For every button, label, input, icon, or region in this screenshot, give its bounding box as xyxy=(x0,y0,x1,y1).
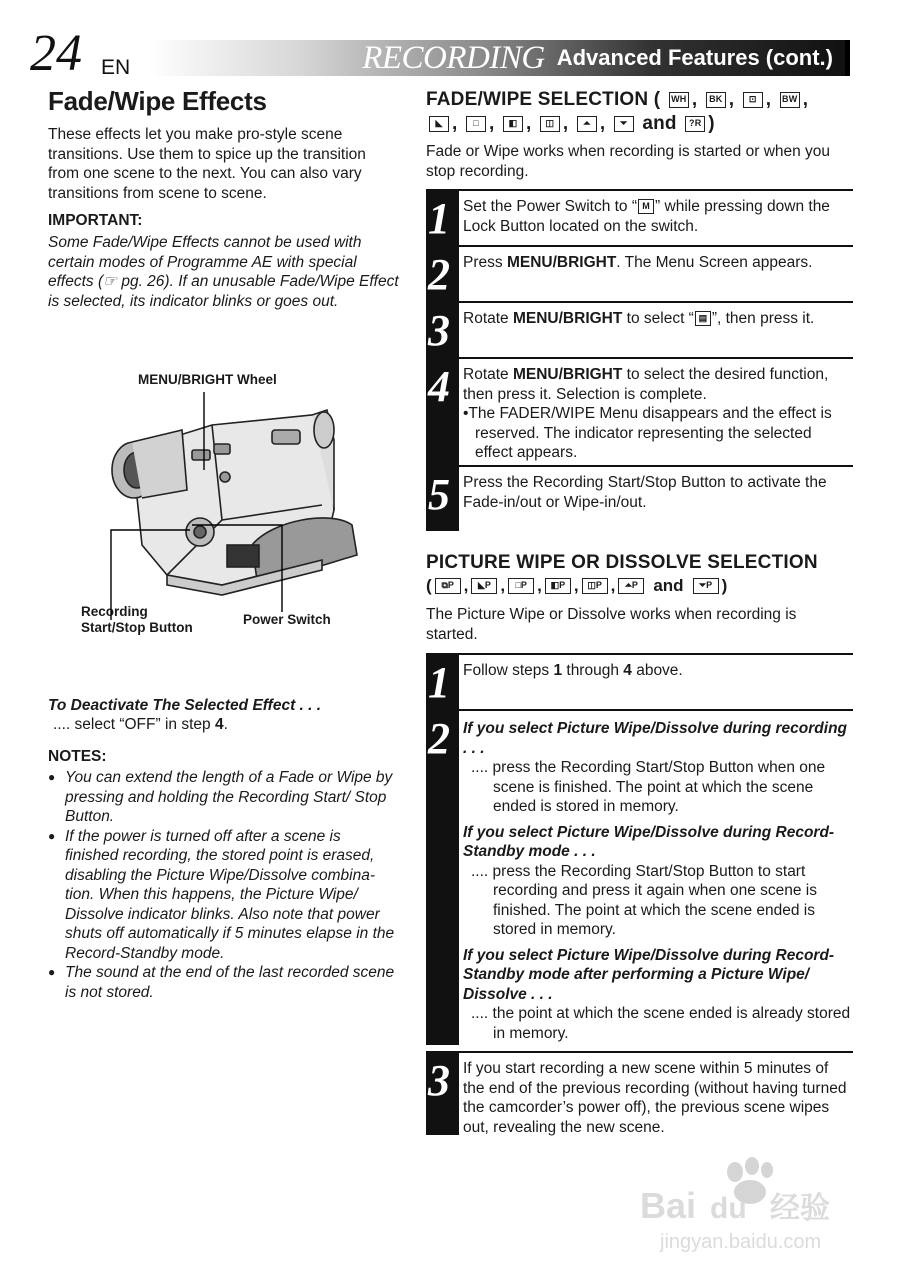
corner-wipe-icon: ◣ xyxy=(429,116,449,132)
wipe-white-icon: WH xyxy=(669,92,689,108)
dissolve-icon: ⧉P xyxy=(435,578,461,594)
wipe-black-icon: BK xyxy=(706,92,726,108)
slide-wipe-icon: ◧ xyxy=(503,116,523,132)
scroll-up-icon: ⏶ xyxy=(577,116,597,132)
fade-wipe-heading: FADE/WIPE SELECTION ( WH , BK , ⊡ , BW , xyxy=(426,89,809,110)
random-icon: ?R xyxy=(685,116,705,132)
picture-step-3: 3 If you start recording a new scene within 5 minutes of the end of the previous recording (without having turned the camcorder’s power off), the previous scene wipes out, revealing the new scene. xyxy=(426,1051,853,1135)
window-picture-icon: □P xyxy=(508,578,534,594)
scroll-picture-icon: ⏶P xyxy=(618,578,644,594)
svg-text:Bai: Bai xyxy=(640,1185,697,1226)
shutter-picture-icon: ⏷P xyxy=(693,578,719,594)
picture-wipe-description: The Picture Wipe or Dissolve works when recording is started. xyxy=(426,606,797,643)
fade-step-4: 4 Rotate MENU/BRIGHT to select the desired function, then press it. Selection is complete. •The FADER/WIPE Menu disappears and the effect is reserved. The indicator representing the selected effect appears. xyxy=(426,357,853,465)
fade-step-1: 1 Set the Power Switch to “ M ” while pressing down the Lock Button located on the switch. xyxy=(426,189,853,245)
page-title: Fade/Wipe Effects xyxy=(48,86,267,116)
picture-wipe-heading: PICTURE WIPE OR DISSOLVE SELECTION xyxy=(426,552,818,573)
camcorder-illustration xyxy=(72,330,402,640)
svg-text:du: du xyxy=(710,1192,747,1225)
slide-picture-icon: ◧P xyxy=(545,578,571,594)
label-power-switch: Power Switch xyxy=(243,612,331,627)
section-subtitle: Advanced Features (cont.) xyxy=(556,45,833,70)
deactivate-text: .... select “OFF” in step 4. xyxy=(53,716,228,733)
note-item: ● If the power is turned off after a scene is finished recording, the stored point is erased, disabling the Picture Wipe/Dissolve combina- tion. When this happens, the Picture Wipe/ Dissolve indicator blinks. Also note that power shuts off automatically if 5 minutes elapse in the Record-Standby mode. xyxy=(48,827,398,964)
language-code: EN xyxy=(101,56,131,79)
note-item: ● The sound at the end of the last recorded scene is not stored. xyxy=(48,963,398,1002)
svg-text:经验: 经验 xyxy=(770,1191,830,1226)
mosaic-icon: ⊡ xyxy=(743,92,763,108)
door-wipe-icon: ◫ xyxy=(540,116,560,132)
baidu-watermark xyxy=(640,1140,860,1260)
picture-step-2: 2 If you select Picture Wipe/Dissolve during recording . . . .... press the Recording Start/Stop Button when one scene is finished. The point at which the scene ended is stored in memory. If you select Picture Wipe/Dissolve during Record- Standby mode . . . .... press the Recording Start/Stop Button to start recording and press it again when one scene is finished. The point at which the scene ended is stored in memory. If you select Picture Wipe/Dissolve during Record- Standby mode after performing a Picture Wipe/ Dissolve . . . .... the point at which the scene ended is already stored in memory. xyxy=(426,709,853,1045)
notes-heading: NOTES: xyxy=(48,748,107,765)
important-text: Some Fade/Wipe Effects cannot be used with certain modes of Programme AE with special effects (☞ pg. 26). If an unusable Fade/Wipe Effect is selected, its indicator blinks or goes out. xyxy=(48,234,399,310)
shutter-icon: ⏷ xyxy=(614,116,634,132)
label-menu-bright-wheel: MENU/BRIGHT Wheel xyxy=(138,372,277,387)
manual-mode-icon: M xyxy=(638,199,654,214)
header-bar xyxy=(148,40,850,76)
important-heading: IMPORTANT: xyxy=(48,212,143,229)
fade-wipe-description: Fade or Wipe works when recording is started or when you stop recording. xyxy=(426,143,831,180)
notes-list xyxy=(48,768,398,1002)
intro-paragraph: These effects let you make pro-style scene transitions. Use them to spice up the transition from one scene to the next. You can also vary transitions from scene to scene. xyxy=(48,126,366,202)
black-white-icon: BW xyxy=(780,92,800,108)
fade-step-5: 5 Press the Recording Start/Stop Button to activate the Fade-in/out or Wipe-in/out. xyxy=(426,465,853,531)
corner-picture-icon: ◣P xyxy=(471,578,497,594)
section-title: RECORDING xyxy=(362,39,545,76)
door-picture-icon: ◫P xyxy=(582,578,608,594)
page-number: 24 xyxy=(30,25,82,82)
fader-menu-icon: ▤ xyxy=(695,311,711,326)
picture-step-1: 1 Follow steps 1 through 4 above. xyxy=(426,653,853,709)
window-wipe-icon: □ xyxy=(466,116,486,132)
picture-wipe-icons: ( ⧉P , ◣P , □P , ◧P , ◫P , ⏶P and ⏷P ) xyxy=(426,576,728,595)
deactivate-heading: To Deactivate The Selected Effect . . . xyxy=(48,697,322,714)
label-record-button: Recording Start/Stop Button xyxy=(81,604,193,635)
fade-wipe-heading-cont: ◣ , □ , ◧ , ◫ , ⏶ , ⏷ and ?R ) xyxy=(426,113,715,135)
note-item: ● You can extend the length of a Fade or Wipe by pressing and holding the Recording Start/ Stop Button. xyxy=(48,768,398,827)
fade-step-3: 3 Rotate MENU/BRIGHT to select “ ▤ ”, then press it. xyxy=(426,301,853,357)
fade-step-2: 2 Press MENU/BRIGHT. The Menu Screen appears. xyxy=(426,245,853,301)
svg-text:jingyan.baidu.com: jingyan.baidu.com xyxy=(660,1231,822,1253)
